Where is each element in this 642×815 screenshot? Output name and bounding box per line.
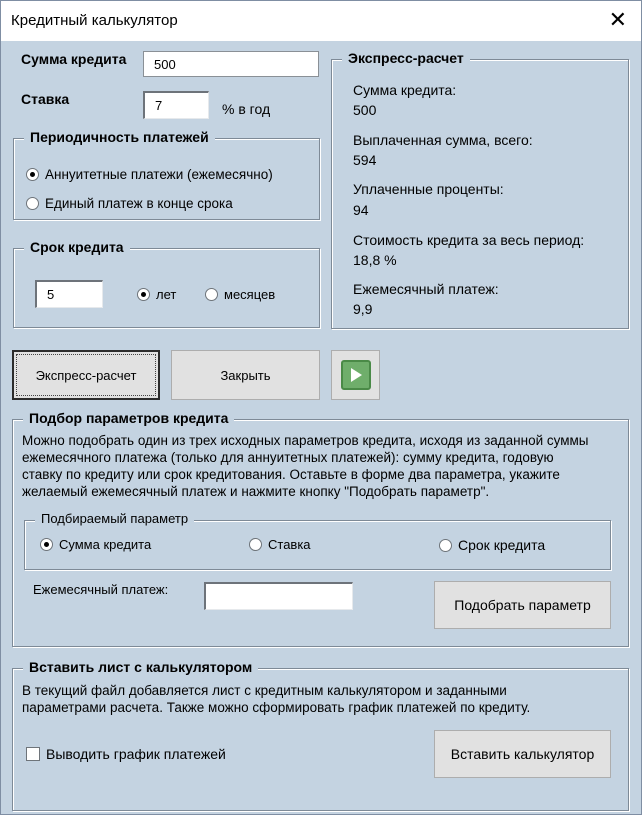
- term-group: [13, 239, 320, 328]
- radio-months-dot: [205, 288, 218, 301]
- express-cost-value: 18,8 %: [353, 252, 397, 268]
- radio-single-payment-dot: [26, 197, 39, 210]
- fit-parameter-button-label: Подобрать параметр: [454, 597, 591, 613]
- express-group: [331, 50, 629, 329]
- schedule-checkbox-label: Выводить график платежей: [46, 746, 226, 762]
- schedule-checkbox[interactable]: [26, 746, 226, 762]
- radio-months[interactable]: [205, 287, 275, 302]
- rate-unit-label: % в год: [222, 101, 271, 117]
- param-group: [24, 511, 611, 570]
- express-cost-label: Стоимость кредита за весь период:: [353, 232, 585, 248]
- radio-single-payment-label: Единый платеж в конце срока: [45, 196, 233, 211]
- term-title: Срок кредита: [24, 239, 130, 255]
- express-interest-value: 94: [353, 202, 369, 218]
- radio-param-term-label: Срок кредита: [458, 537, 546, 553]
- rate-value: 7: [155, 98, 163, 113]
- window-title: Кредитный калькулятор: [11, 12, 178, 29]
- close-window-icon[interactable]: ✕: [608, 7, 627, 32]
- radio-single-payment[interactable]: [26, 196, 233, 211]
- radio-annuity-dot: [26, 168, 39, 181]
- express-monthly-label: Ежемесячный платеж:: [353, 281, 499, 297]
- express-monthly-value: 9,9: [353, 301, 373, 317]
- run-button[interactable]: [331, 350, 380, 400]
- radio-param-term[interactable]: [439, 537, 545, 553]
- selection-description: Можно подобрать один из трех исходных параметров кредита, исходя из заданной суммы ежемесячного платежа (только для аннуитетных платежей): сумму кредита, годовую ставку по кредиту или срок кредитования. Оставьте в форме два параметра, укажите желаемый ежемесячный платеж и нажмите кнопку "Подобрать параметр".: [22, 433, 589, 499]
- schedule-checkbox-box: [26, 747, 40, 761]
- loan-amount-input[interactable]: [143, 51, 319, 77]
- param-title: Подбираемый параметр: [35, 511, 194, 526]
- express-interest-label: Уплаченные проценты:: [353, 181, 504, 197]
- periodicity-group: [13, 129, 320, 220]
- radio-param-amount[interactable]: [40, 537, 151, 552]
- express-amount-label: Сумма кредита:: [353, 82, 457, 98]
- rate-label: Ставка: [21, 91, 70, 107]
- radio-param-term-dot: [439, 539, 452, 552]
- radio-annuity[interactable]: [26, 167, 273, 182]
- radio-annuity-label: Аннуитетные платежи (ежемесячно): [45, 167, 273, 182]
- radio-years-label: лет: [156, 287, 177, 302]
- play-icon: [341, 360, 371, 390]
- insert-description: В текущий файл добавляется лист с кредитным калькулятором и заданными параметрами расчета. Также можно сформировать график платежей по кредиту.: [22, 683, 531, 715]
- title-bar: [1, 1, 641, 41]
- express-calc-button[interactable]: [12, 350, 160, 400]
- rate-input[interactable]: [143, 91, 209, 119]
- radio-param-rate-label: Ставка: [268, 537, 311, 552]
- insert-calculator-button[interactable]: [434, 730, 611, 778]
- radio-param-amount-label: Сумма кредита: [59, 537, 152, 552]
- insert-group: [12, 659, 629, 811]
- close-button[interactable]: [171, 350, 320, 400]
- selection-title: Подбор параметров кредита: [23, 410, 234, 426]
- radio-years-dot: [137, 288, 150, 301]
- payment-label: Ежемесячный платеж:: [33, 582, 169, 597]
- radio-param-rate[interactable]: [249, 537, 311, 552]
- term-input[interactable]: [35, 280, 103, 308]
- payment-input[interactable]: [204, 582, 353, 610]
- dialog-body: [1, 41, 641, 814]
- close-button-label: Закрыть: [220, 367, 271, 383]
- radio-years[interactable]: [137, 287, 176, 302]
- loan-amount-label: Сумма кредита: [21, 51, 127, 67]
- radio-param-rate-dot: [249, 538, 262, 551]
- express-amount-value: 500: [353, 102, 377, 118]
- radio-param-amount-dot: [40, 538, 53, 551]
- express-total-value: 594: [353, 152, 377, 168]
- express-total-label: Выплаченная сумма, всего:: [353, 132, 533, 148]
- insert-title: Вставить лист с калькулятором: [23, 659, 258, 675]
- selection-group: [12, 410, 629, 647]
- radio-months-label: месяцев: [224, 287, 276, 302]
- express-calc-button-label: Экспресс-расчет: [35, 367, 137, 383]
- loan-amount-value: 500: [154, 56, 176, 72]
- express-title: Экспресс-расчет: [342, 50, 470, 66]
- fit-parameter-button[interactable]: [434, 581, 611, 629]
- insert-calculator-button-label: Вставить калькулятор: [450, 746, 595, 762]
- term-value: 5: [47, 287, 55, 302]
- periodicity-title: Периодичность платежей: [24, 129, 215, 145]
